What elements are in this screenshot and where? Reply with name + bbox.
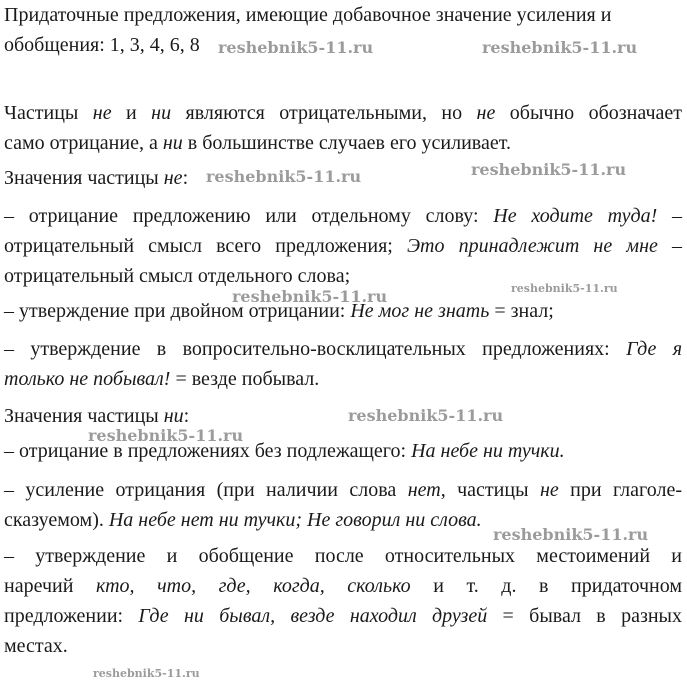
paragraph-line bbox=[4, 100, 682, 126]
watermark: reshebnik5-11.ru bbox=[218, 38, 374, 57]
italic-text: ни bbox=[162, 132, 183, 154]
italic-text: ни bbox=[163, 405, 184, 427]
watermark: reshebnik5-11.ru bbox=[493, 525, 649, 544]
watermark: reshebnik5-11.ru bbox=[471, 160, 627, 179]
text: обычно обозначает bbox=[495, 102, 682, 124]
list-line bbox=[4, 366, 319, 392]
text: : bbox=[183, 405, 190, 427]
text: в большинстве случаев его усиливает. bbox=[182, 132, 511, 154]
text: являются отрицательными, но bbox=[171, 102, 477, 124]
list-line bbox=[4, 477, 682, 503]
text: местах. bbox=[4, 635, 68, 657]
text: , частицы bbox=[440, 479, 540, 501]
list-line bbox=[4, 507, 482, 533]
list-line bbox=[4, 336, 682, 362]
italic-text: нет bbox=[407, 479, 441, 501]
list-line bbox=[4, 543, 682, 569]
text: – отрицание в предложениях без подлежащего: bbox=[4, 440, 412, 462]
list-line bbox=[4, 263, 350, 289]
text: – усиление отрицания (при наличии слова bbox=[4, 479, 408, 501]
example-text: только не побывал! bbox=[4, 368, 171, 390]
text: – утверждение и обобщение после относительных местоимений и bbox=[4, 545, 682, 567]
italic-text: не bbox=[539, 479, 559, 501]
watermark: reshebnik5-11.ru bbox=[88, 426, 244, 445]
text: : bbox=[182, 167, 189, 189]
text-line bbox=[4, 2, 611, 28]
example-text: Это принадлежит не мне bbox=[406, 235, 658, 257]
text-line bbox=[4, 32, 200, 58]
list-line bbox=[4, 603, 682, 629]
paragraph-line bbox=[4, 130, 511, 156]
text: обобщения: 1, 3, 4, 6, 8 bbox=[4, 34, 200, 56]
text: = знал; bbox=[489, 300, 554, 322]
list-line bbox=[4, 633, 68, 659]
example-text: Где ни бывал, везде находил друзей bbox=[138, 605, 488, 627]
watermark: reshebnik5-11.ru bbox=[93, 667, 200, 680]
section-heading bbox=[4, 165, 188, 191]
text: Значения частицы bbox=[4, 167, 164, 189]
text: и т. д. в придаточном bbox=[410, 575, 682, 597]
text: сказуемом). bbox=[4, 509, 109, 531]
italic-text: не bbox=[476, 102, 496, 124]
watermark: reshebnik5-11.ru bbox=[348, 406, 504, 425]
text: наречий bbox=[4, 575, 96, 597]
text: отрицательный смысл всего предложения; bbox=[4, 235, 407, 257]
text: предложении: bbox=[4, 605, 139, 627]
text: – bbox=[657, 235, 682, 257]
watermark: reshebnik5-11.ru bbox=[206, 167, 362, 186]
text: Придаточные предложения, имеющие добавочное значение усиления и bbox=[4, 4, 612, 26]
watermark: reshebnik5-11.ru bbox=[482, 38, 638, 57]
example-text: Где я bbox=[626, 338, 682, 360]
text: само отрицание, а bbox=[4, 132, 163, 154]
italic-text: не bbox=[163, 167, 183, 189]
italic-text: не bbox=[92, 102, 112, 124]
list-line bbox=[4, 573, 682, 599]
text: Значения частицы bbox=[4, 405, 164, 427]
list-line bbox=[4, 203, 682, 229]
text: – отрицание предложению или отдельному слову: bbox=[4, 205, 494, 227]
example-text: На небе ни тучки. bbox=[411, 440, 565, 462]
text: отрицательный смысл отдельного слова; bbox=[4, 265, 351, 287]
text: – bbox=[657, 205, 682, 227]
example-text: кто, что, где, когда, сколько bbox=[95, 575, 411, 597]
text: – утверждение в вопросительно-восклицательных предложениях: bbox=[4, 338, 627, 360]
text: и bbox=[111, 102, 152, 124]
example-text: Не ходите туда! bbox=[493, 205, 658, 227]
text: = везде побывал. bbox=[170, 368, 320, 390]
text: при глаголе- bbox=[558, 479, 682, 501]
watermark: reshebnik5-11.ru bbox=[511, 282, 618, 295]
example-text: Не мог не знать bbox=[350, 300, 490, 322]
list-line bbox=[4, 233, 682, 259]
text: Частицы bbox=[4, 102, 93, 124]
text: – утверждение при двойном отрицании: bbox=[4, 300, 351, 322]
italic-text: ни bbox=[151, 102, 172, 124]
example-text: На небе нет ни тучки; Не говорил ни слова. bbox=[108, 509, 482, 531]
text: = бывал в разных bbox=[487, 605, 682, 627]
watermark: reshebnik5-11.ru bbox=[232, 287, 388, 306]
